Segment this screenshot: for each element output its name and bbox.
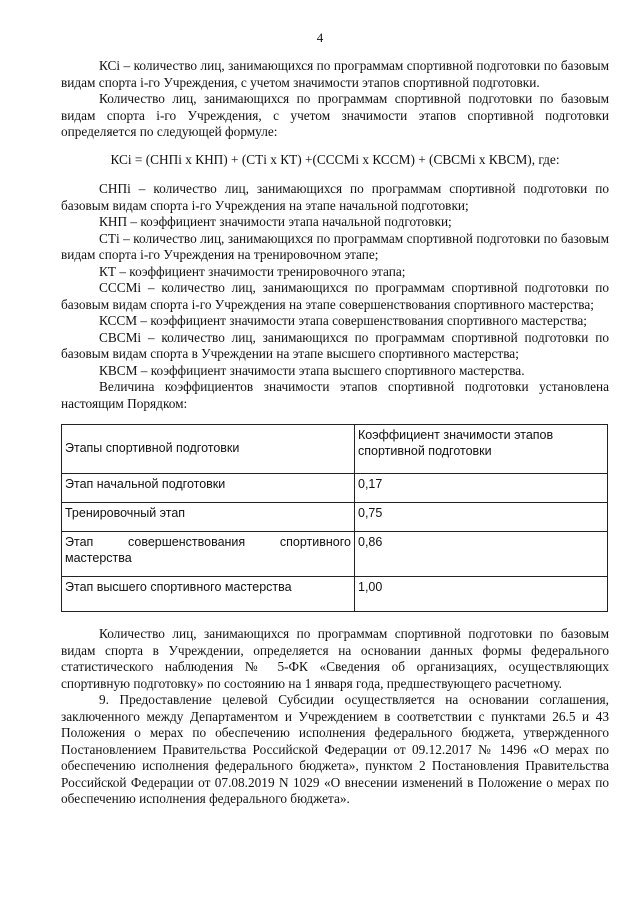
table-header-row [62,425,608,474]
table-header-coefficient: Коэффициент значимости этапов спортивной подготовки [355,425,608,474]
table-row [62,532,608,577]
table-cell-stage: Этап совершенствования спортивного мастерства [62,532,355,577]
table-cell-stage: Этап высшего спортивного мастерства [62,577,355,612]
paragraph-formula-intro: Количество лиц, занимающихся по программам спортивной подготовки по базовым видам спорта i-го Учреждения, с учетом значимости этапов спортивной подготовки определяется по следующей формуле: [61,91,609,139]
definition-st: СТi – количество лиц, занимающихся по программам спортивной подготовки по базовым видам спорта i-го Учреждения на тренировочном этапе; [61,230,609,262]
document-body [61,58,609,808]
definition-kvsm: КВСМ – коэффициент значимости этапа высшего спортивного мастерства. [99,362,525,378]
paragraph-data-source: Количество лиц, занимающихся по программам спортивной подготовки по базовым видам спорта в Учреждении, определяется на основании данных формы федерального статистического наблюдения № 5-ФК «Сведения об организациях, осуществляющих спортивную подготовку» по состоянию на 1 января года, предшествующего расчетному. [61,626,609,691]
definition-kt: КТ – коэффициент значимости тренировочного этапа; [99,263,406,279]
definition-knp: КНП – коэффициент значимости этапа начальной подготовки; [99,214,452,229]
table-row [62,577,608,612]
table-cell-stage: Этап начальной подготовки [62,474,355,503]
table-row [62,474,608,503]
paragraph-coefficient-intro: Величина коэффициентов значимости этапов спортивной подготовки установлена настоящим Порядком: [61,379,609,411]
table-cell-value: 0,17 [355,474,608,503]
table-cell-value: 0,86 [355,532,608,577]
paragraph-clause-9: 9. Предоставление целевой Субсидии осуществляется на основании соглашения, заключенного между Департаментом и Учреждением в соответствии с пунктами 26.5 и 43 Положения о мерах по обеспечению исполнения федерального бюджета, утвержденного Постановлением Правительства Российской Федерации от 09.12.2017 № 1496 «О мерах по обеспечению исполнения федерального бюджета», пунктом 2 Постановления Правительства Российской Федерации от 07.08.2019 N 1029 «О внесении изменений в Положение о мерах по обеспечению исполнения федерального бюджета». [61,692,609,806]
definition-snp: СНПi – количество лиц, занимающихся по программам спортивной подготовки по базовым видам спорта i-го Учреждения на этапе начальной подготовки; [61,181,609,213]
paragraph-ksi-definition: КСi – количество лиц, занимающихся по программам спортивной подготовки по базовым видам спорта i-го Учреждения, с учетом значимости этапов спортивной подготовки. [61,58,609,90]
definition-sssm: СССМi – количество лиц, занимающихся по программам спортивной подготовки по базовым видам спорта i-го Учреждения на этапе совершенствования спортивного мастерства; [61,280,609,312]
table-cell-value: 1,00 [355,577,608,612]
table-row [62,503,608,532]
table-header-stage: Этапы спортивной подготовки [62,425,355,474]
definition-svsm: СВСМi – количество лиц, занимающихся по программам спортивной подготовки по базовым видам спорта в Учреждении на этапе высшего спортивного мастерства; [61,329,609,361]
formula: КСi = (СНПi х КНП) + (СТi х КТ) +(СССМi х КССМ) + (СВСМi х КВСМ), где: [110,151,560,167]
page-number: 4 [316,30,324,45]
table-cell-stage: Тренировочный этап [62,503,355,532]
coefficient-table [61,424,608,612]
definition-kssm: КССМ – коэффициент значимости этапа совершенствования спортивного мастерства; [99,313,587,328]
table-cell-value: 0,75 [355,503,608,532]
